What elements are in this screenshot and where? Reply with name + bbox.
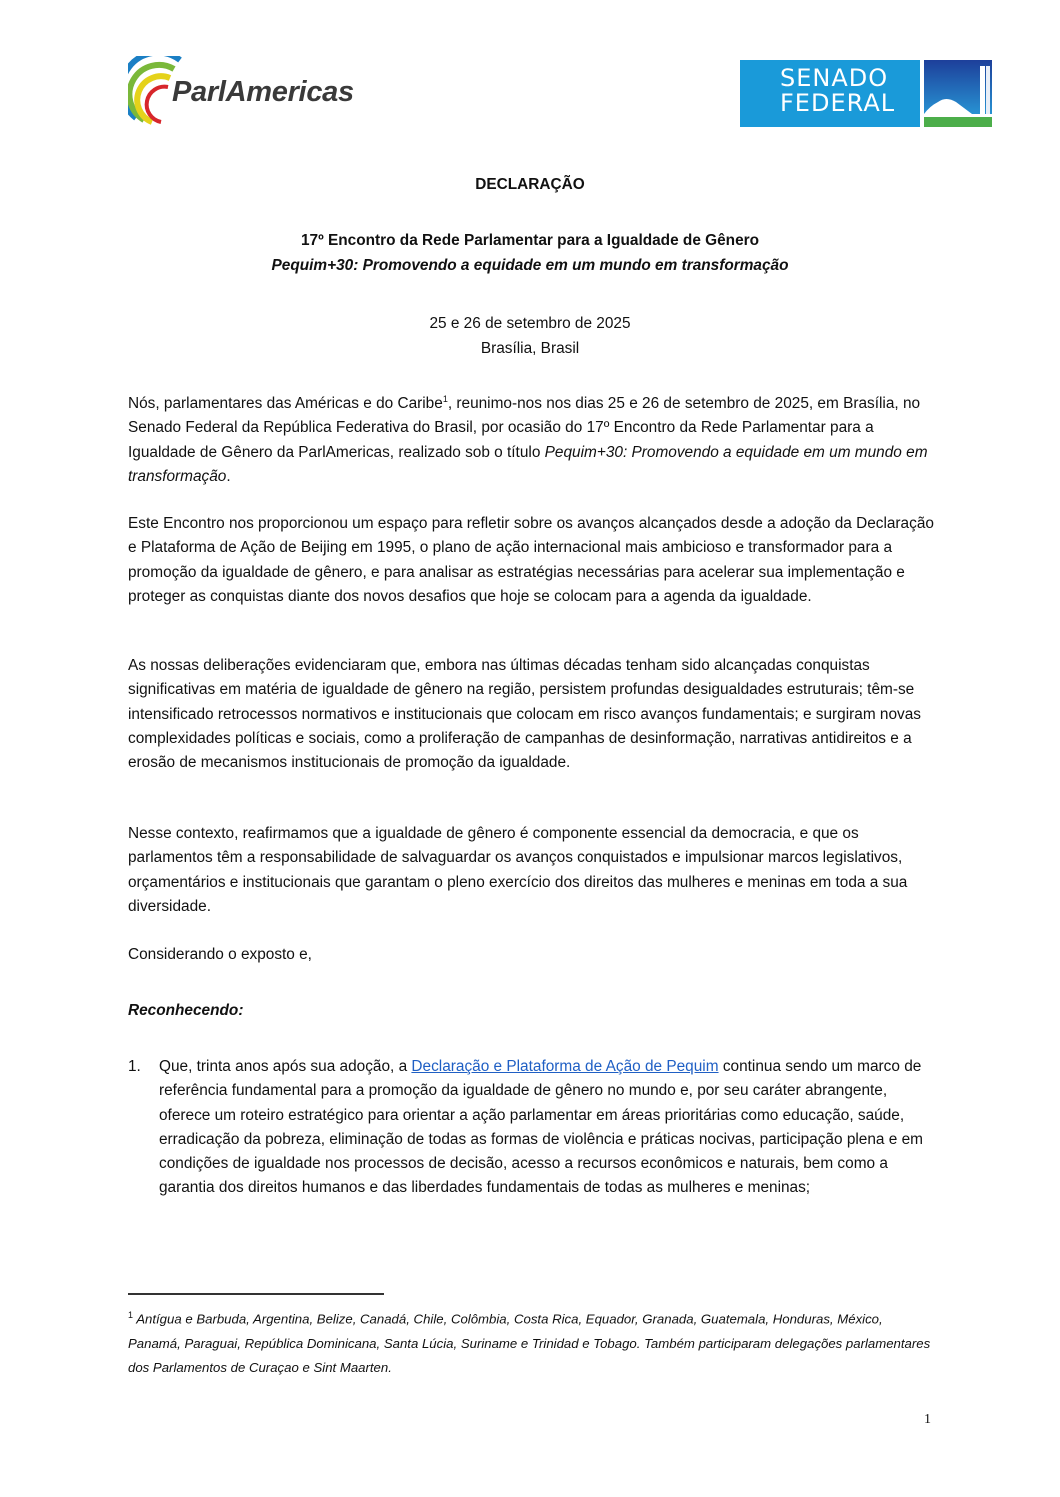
list-text: Que, trinta anos após sua adoção, a	[159, 1058, 412, 1075]
footnote	[128, 1303, 938, 1380]
page-number: 1	[924, 1412, 931, 1427]
paragraph-considering: Considerando o exposto e,	[128, 946, 312, 963]
paragraph-deliberations: As nossas deliberações evidenciaram que, embora nas últimas décadas tenham sido alcançadas conquistas significativas em matéria de igualdade de gênero na região, persistem profundas desigualdades estruturais; têm-se intensificado retrocessos normativos e institucionais que colocam em risco avanços fundamentais; e surgiram novas complexidades políticas e sociais, como a proliferação de campanhas de desinformação, narrativas antidireitos e a erosão de mecanismos institucionais de promoção da igualdade.	[128, 657, 921, 772]
senado-wordmark	[740, 60, 920, 127]
senado-federal-logo	[740, 60, 992, 127]
parlamericas-logo	[128, 56, 383, 132]
document-title: DECLARAÇÃO	[475, 176, 585, 193]
event-subtitle: 17º Encontro da Rede Parlamentar para a Igualdade de Gênero	[300, 232, 760, 249]
paragraph-text: Nós, parlamentares das Américas e do Caribe	[128, 395, 443, 412]
event-place: Brasília, Brasil	[480, 340, 580, 357]
paragraph-intro	[128, 392, 934, 489]
list-number: 1.	[128, 1058, 141, 1075]
senado-line1: SENADO	[780, 64, 889, 92]
footnote-text: Antígua e Barbuda, Argentina, Belize, Canadá, Chile, Colômbia, Costa Rica, Equador, Granada, Guatemala, Honduras, México, Panamá, Paraguai, República Dominicana, Santa Lúcia, Suriname e Trinidad e Tobago. Também participaram delegações parlamentares dos Parlamentos de Curaçao e Sint Maarten.	[128, 1311, 931, 1375]
paragraph-encounter: Este Encontro nos proporcionou um espaço para refletir sobre os avanços alcançados desde a adoção da Declaração e Plataforma de Ação de Beijing em 1995, o plano de ação internacional mais ambicioso e transformador para a promoção da igualdade de gênero, e para analisar as estratégias necessárias para acelerar sua implementação e proteger as conquistas diante dos novos desafios que hoje se colocam para a agenda da igualdade.	[128, 515, 934, 605]
footnote-separator	[128, 1293, 384, 1295]
section-heading-recognizing: Reconhecendo:	[128, 1002, 244, 1019]
event-theme: Pequim+30: Promovendo a equidade em um mundo em transformação	[271, 257, 789, 274]
footnote-reference[interactable]: 1	[442, 393, 448, 404]
event-date: 25 e 26 de setembro de 2025	[429, 315, 631, 332]
list-text: continua sendo um marco de referência fundamental para a promoção da igualdade de gênero no mundo e, por seu caráter abrangente, oferece um roteiro estratégico para orientar a ação parlamentar em áreas prioritárias como educação, saúde, erradicação da pobreza, eliminação de todas as formas de violência e práticas nocivas, participação plena e em condições de igualdade nos processos de decisão, acesso a recursos econômicos e naturais, bem como a garantia dos direitos humanos e das liberdades fundamentais de todas as mulheres e meninas;	[159, 1058, 923, 1197]
list-item-text	[159, 1055, 935, 1201]
paragraph-text: , reunimo-nos nos dias 25 e 26 de setembro de 2025, em Brasília, no Senado Federal da República Federativa do Brasil, por ocasião do 17º Encontro da Rede Parlamentar para a Igualdade de Gênero da ParlAmericas, realizado sob o título	[128, 395, 921, 461]
parlamericas-wordmark: ParlAmericas	[172, 76, 354, 108]
footnote-number: 1	[128, 1310, 134, 1320]
paragraph-italic-text: Pequim+30: Promovendo a equidade em um mundo em transformação	[128, 443, 928, 485]
paragraph-text: .	[226, 467, 231, 485]
congress-building-icon	[924, 60, 992, 127]
paragraph-context: Nesse contexto, reafirmamos que a igualdade de gênero é componente essencial da democracia, e que os parlamentos têm a responsabilidade de salvaguardar os avanços conquistados e impulsionar marcos legislativos, orçamentários e institucionais que garantam o pleno exercício dos direitos das mulheres e meninas em toda a sua diversidade.	[128, 825, 908, 915]
senado-line2: FEDERAL	[780, 89, 896, 117]
beijing-declaration-link[interactable]: Declaração e Plataforma de Ação de Pequim	[411, 1058, 719, 1075]
